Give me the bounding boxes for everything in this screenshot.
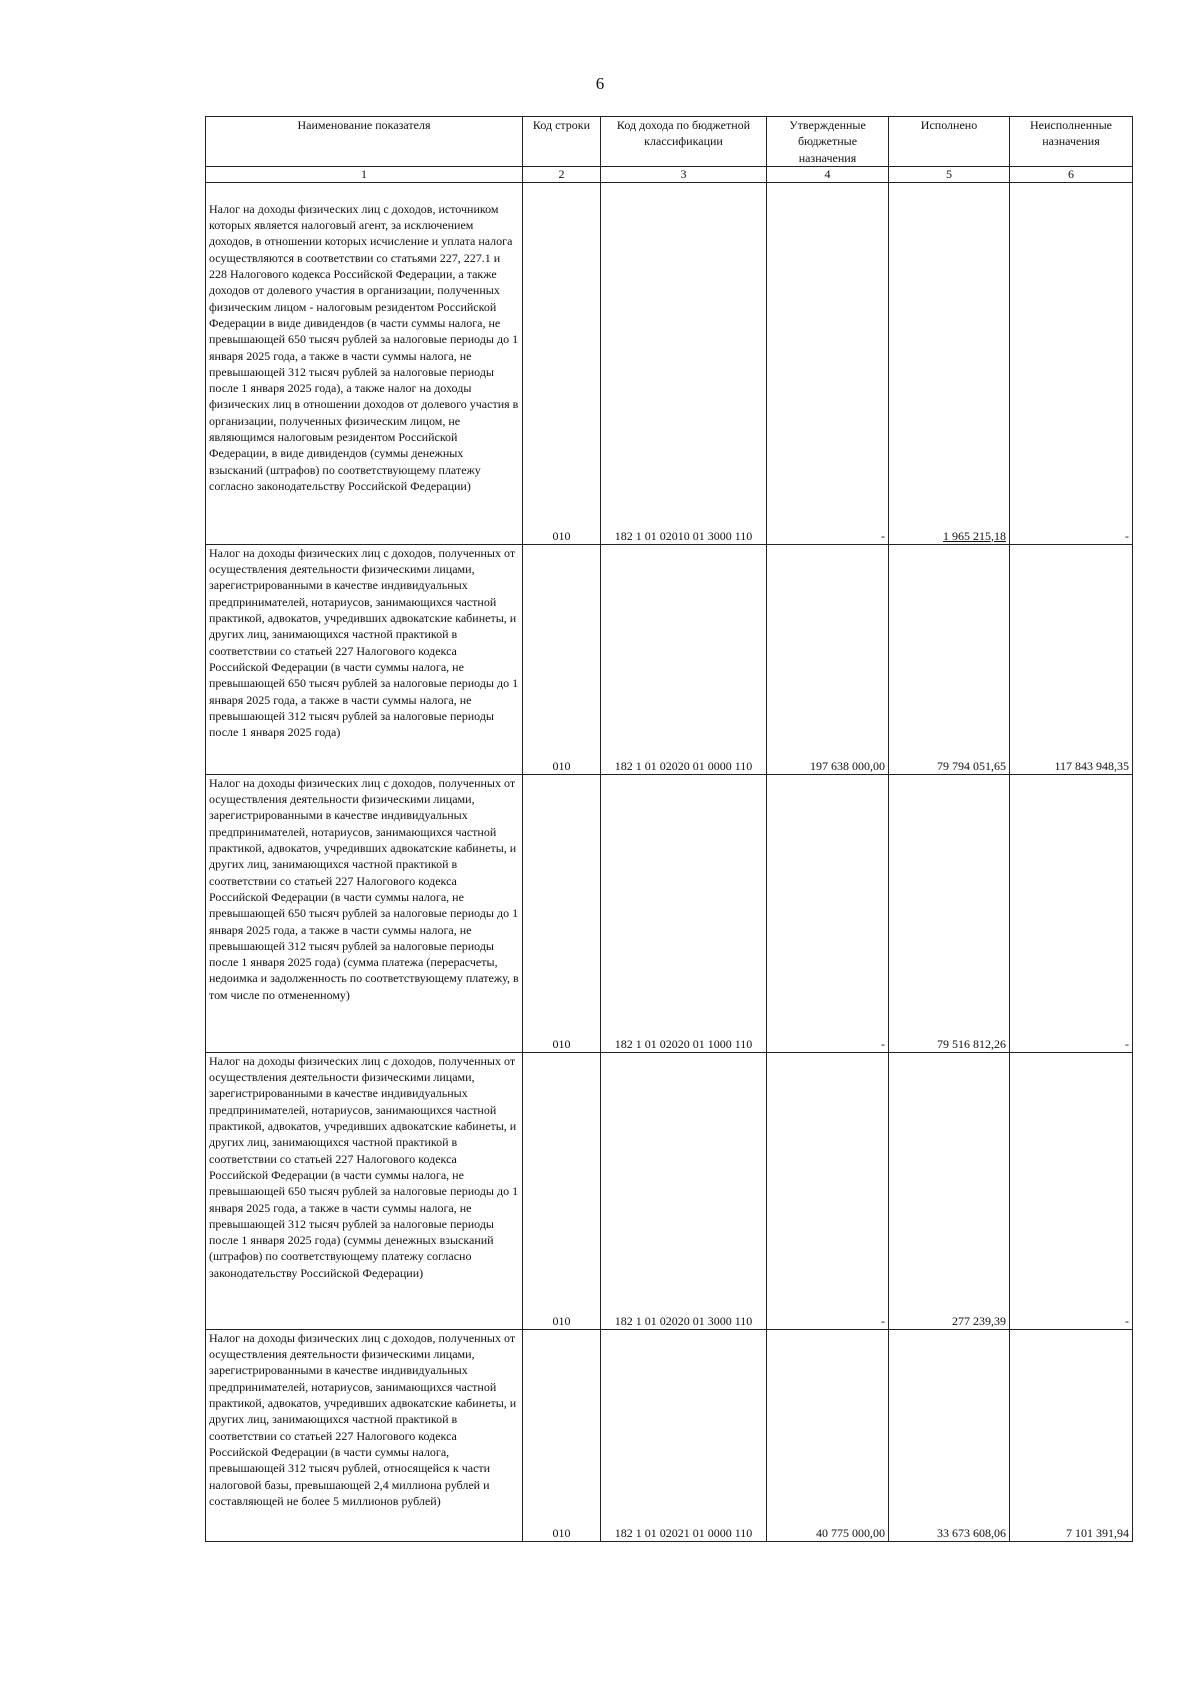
indicator-name: Налог на доходы физических лиц с доходов, источником которых является налоговый агент, за исключением доходов, в отношении которых исчисление и уплата налога осуществляются в соответствии со статьями 227, 227.1 и 228 Налогового кодекса Российской Федерации, а также доходов от долевого участия в организации, полученных физическим лицом - налоговым резидентом Российской Федерации в виде дивидендов (в части суммы налога, не превышающей 650 тысяч рублей за налоговые периоды до 1 января 2025 года, а также в части суммы налога, не превышающей 312 тысяч рублей за налоговые периоды после 1 января 2025 года), а также налог на доходы физических лиц в отношении доходов от долевого участия в организации, полученных физическим лицом, не являющимся налоговым резидентом Российской Федерации, в виде дивидендов (суммы денежных взысканий (штрафов) по соответствующему платежу согласно законодательству Российской Федерации) <box>206 182 523 544</box>
header-row <box>206 117 1133 167</box>
budget-execution-table <box>205 116 1133 1542</box>
indicator-name: Налог на доходы физических лиц с доходов, полученных от осуществления деятельности физическими лицами, зарегистрированными в качестве индивидуальных предпринимателей, нотариусов, занимающихся частной практикой, адвокатов, учредивших адвокатские кабинеты, и других лиц, занимающихся частной практикой в соответствии со статьей 227 Налогового кодекса Российской Федерации (в части суммы налога, превышающей 312 тысяч рублей, относящейся к части налоговой базы, превышающей 2,4 миллиона рублей и составляющей не более 5 миллионов рублей) <box>206 1329 523 1541</box>
approved-amount: - <box>767 182 889 544</box>
indicator-name: Налог на доходы физических лиц с доходов, полученных от осуществления деятельности физическими лицами, зарегистрированными в качестве индивидуальных предпринимателей, нотариусов, занимающихся частной практикой, адвокатов, учредивших адвокатские кабинеты, и других лиц, занимающихся частной практикой в соответствии со статьей 227 Налогового кодекса Российской Федерации (в части суммы налога, не превышающей 650 тысяч рублей за налоговые периоды до 1 января 2025 года, а также в части суммы налога, не превышающей 312 тысяч рублей за налоговые периоды после 1 января 2025 года) (сумма платежа (перерасчеты, недоимка и задолженность по соответствующему платежу, в том числе по отмененному) <box>206 774 523 1052</box>
line-code: 010 <box>523 544 601 774</box>
approved-amount: 197 638 000,00 <box>767 544 889 774</box>
column-number: 1 <box>206 166 523 182</box>
table-row <box>206 182 1133 544</box>
approved-amount: - <box>767 774 889 1052</box>
column-number: 6 <box>1010 166 1133 182</box>
header-line-code: Код строки <box>523 117 601 167</box>
executed-amount: 1 965 215,18 <box>889 182 1010 544</box>
executed-amount: 79 516 812,26 <box>889 774 1010 1052</box>
income-code: 182 1 01 02020 01 3000 110 <box>601 1052 767 1329</box>
header-unexecuted: Неисполненные назначения <box>1010 117 1133 167</box>
income-code: 182 1 01 02020 01 1000 110 <box>601 774 767 1052</box>
header-indicator-name: Наименование показателя <box>206 117 523 167</box>
unexecuted-amount: - <box>1010 1052 1133 1329</box>
unexecuted-amount: - <box>1010 182 1133 544</box>
line-code: 010 <box>523 774 601 1052</box>
approved-amount: 40 775 000,00 <box>767 1329 889 1541</box>
executed-amount: 79 794 051,65 <box>889 544 1010 774</box>
table-row <box>206 1329 1133 1541</box>
approved-amount: - <box>767 1052 889 1329</box>
income-code: 182 1 01 02010 01 3000 110 <box>601 182 767 544</box>
unexecuted-amount: 117 843 948,35 <box>1010 544 1133 774</box>
header-executed: Исполнено <box>889 117 1010 167</box>
table-row <box>206 544 1133 774</box>
indicator-name: Налог на доходы физических лиц с доходов, полученных от осуществления деятельности физическими лицами, зарегистрированными в качестве индивидуальных предпринимателей, нотариусов, занимающихся частной практикой, адвокатов, учредивших адвокатские кабинеты, и других лиц, занимающихся частной практикой в соответствии со статьей 227 Налогового кодекса Российской Федерации (в части суммы налога, не превышающей 650 тысяч рублей за налоговые периоды до 1 января 2025 года, а также в части суммы налога, не превышающей 312 тысяч рублей за налоговые периоды после 1 января 2025 года) (суммы денежных взысканий (штрафов) по соответствующему платежу согласно законодательству Российской Федерации) <box>206 1052 523 1329</box>
income-code: 182 1 01 02020 01 0000 110 <box>601 544 767 774</box>
unexecuted-amount: 7 101 391,94 <box>1010 1329 1133 1541</box>
column-number-row <box>206 166 1133 182</box>
page-number: 6 <box>595 74 605 93</box>
table-row <box>206 1052 1133 1329</box>
column-number: 2 <box>523 166 601 182</box>
indicator-name: Налог на доходы физических лиц с доходов, полученных от осуществления деятельности физическими лицами, зарегистрированными в качестве индивидуальных предпринимателей, нотариусов, занимающихся частной практикой, адвокатов, учредивших адвокатские кабинеты, и других лиц, занимающихся частной практикой в соответствии со статьей 227 Налогового кодекса Российской Федерации (в части суммы налога, не превышающей 650 тысяч рублей за налоговые периоды до 1 января 2025 года, а также в части суммы налога, не превышающей 312 тысяч рублей за налоговые периоды после 1 января 2025 года) <box>206 544 523 774</box>
line-code: 010 <box>523 1329 601 1541</box>
executed-amount: 277 239,39 <box>889 1052 1010 1329</box>
table-row <box>206 774 1133 1052</box>
column-number: 4 <box>767 166 889 182</box>
header-approved: Утвержденные бюджетные назначения <box>767 117 889 167</box>
line-code: 010 <box>523 182 601 544</box>
line-code: 010 <box>523 1052 601 1329</box>
header-income-code: Код дохода по бюджетной классификации <box>601 117 767 167</box>
column-number: 3 <box>601 166 767 182</box>
executed-amount: 33 673 608,06 <box>889 1329 1010 1541</box>
unexecuted-amount: - <box>1010 774 1133 1052</box>
column-number: 5 <box>889 166 1010 182</box>
income-code: 182 1 01 02021 01 0000 110 <box>601 1329 767 1541</box>
